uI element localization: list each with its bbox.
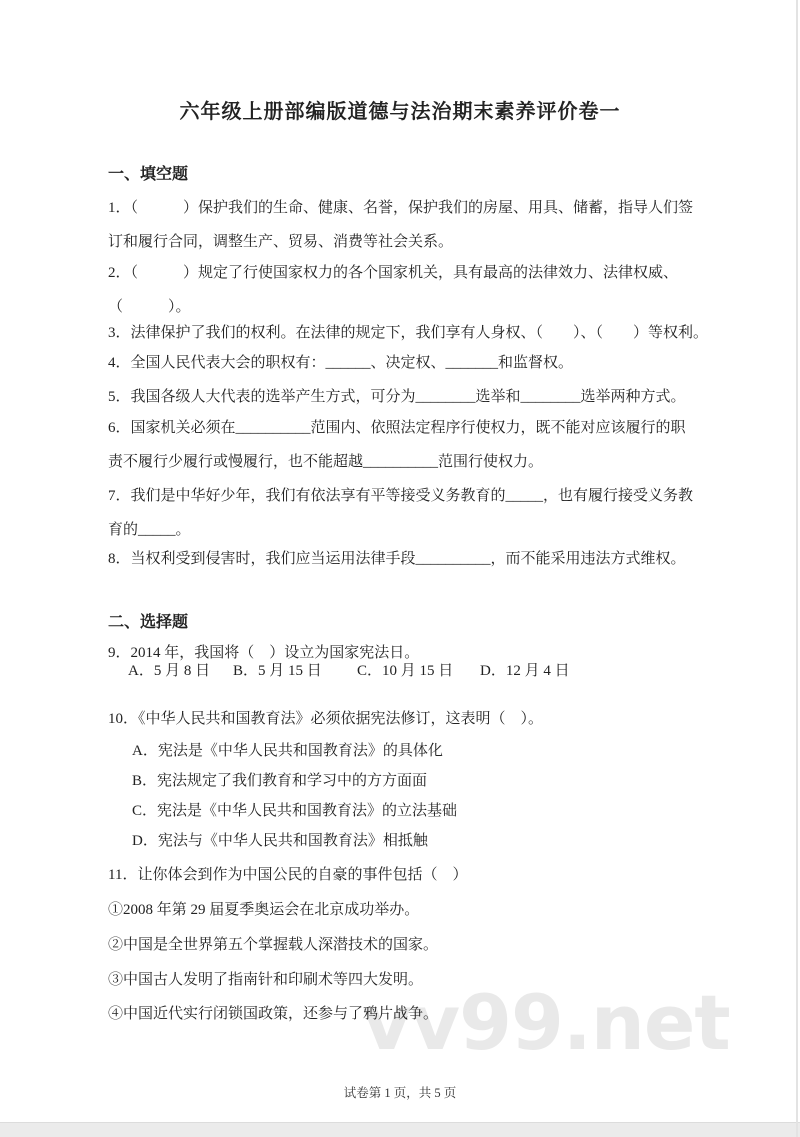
question-11-item-1: ①2008 年第 29 届夏季奥运会在北京成功举办。	[108, 902, 420, 918]
question-9-option-c: C．10 月 15 日	[357, 663, 454, 679]
section-heading-fill-in: 一、填空题	[108, 166, 189, 183]
question-10-option-d: D．宪法与《中华人民共和国教育法》相抵触	[132, 833, 428, 849]
question-9-options	[128, 654, 570, 688]
question-7: 7．我们是中华好少年，我们有依法享有平等接受义务教育的_____，也有履行接受义务教育的_____。	[108, 488, 694, 538]
question-1: 1．（ ）保护我们的生命、健康、名誉，保护我们的房屋、用具、储蓄，指导人们签订和履行合同，调整生产、贸易、消费等社会关系。	[108, 200, 694, 250]
page-number-footer: 试卷第 1 页，共 5 页	[343, 1086, 457, 1100]
question-11-item-3: ③中国古人发明了指南针和印刷术等四大发明。	[108, 972, 424, 988]
question-9-option-d: D．12 月 4 日	[480, 663, 570, 679]
question-5: 5．我国各级人大代表的选举产生方式，可分为________选举和________选举两种方式。	[108, 389, 686, 405]
section-heading-choice: 二、选择题	[108, 614, 189, 631]
question-9-option-a: A．5 月 8 日	[128, 663, 211, 679]
question-10-option-b: B．宪法规定了我们教育和学习中的方方面面	[132, 773, 428, 789]
question-10-option-a: A．宪法是《中华人民共和国教育法》的具体化	[132, 743, 443, 759]
question-9-option-b: B．5 月 15 日	[233, 663, 322, 679]
question-10: 10．《中华人民共和国教育法》必须依据宪法修订，这表明（ ）。	[108, 711, 544, 727]
page-gap-strip	[0, 1122, 800, 1137]
question-11-item-4: ④中国近代实行闭锁国政策，还参与了鸦片战争。	[108, 1006, 439, 1022]
question-10-option-c: C．宪法是《中华人民共和国教育法》的立法基础	[132, 803, 458, 819]
question-4: 4．全国人民代表大会的职权有：______、决定权、_______和监督权。	[108, 355, 574, 371]
question-11-item-2: ②中国是全世界第五个掌握载人深潜技术的国家。	[108, 937, 439, 953]
question-2: 2．（ ）规定了行使国家权力的各个国家机关，具有最高的法律效力、法律权威、（ ）。	[108, 265, 679, 315]
question-8: 8．当权利受到侵害时，我们应当运用法律手段__________，而不能采用违法方式维权。	[108, 551, 686, 567]
scrollbar-track[interactable]	[796, 0, 798, 1137]
question-3: 3．法律保护了我们的权利。在法律的规定下，我们享有人身权、（ ）、（ ）等权利。	[108, 325, 709, 341]
question-11: 11．让你体会到作为中国公民的自豪的事件包括（ ）	[108, 867, 468, 883]
question-6: 6．国家机关必须在__________范围内、依照法定程序行使权力，既不能对应该履行的职责不履行少履行或慢履行，也不能超越__________范围行使权力。	[108, 420, 686, 470]
question-9: 9．2014 年，我国将（ ）设立为国家宪法日。	[108, 645, 420, 661]
page-title: 六年级上册部编版道德与法治期末素养评价卷一	[179, 101, 621, 124]
watermark: vv99.net	[362, 978, 730, 1067]
